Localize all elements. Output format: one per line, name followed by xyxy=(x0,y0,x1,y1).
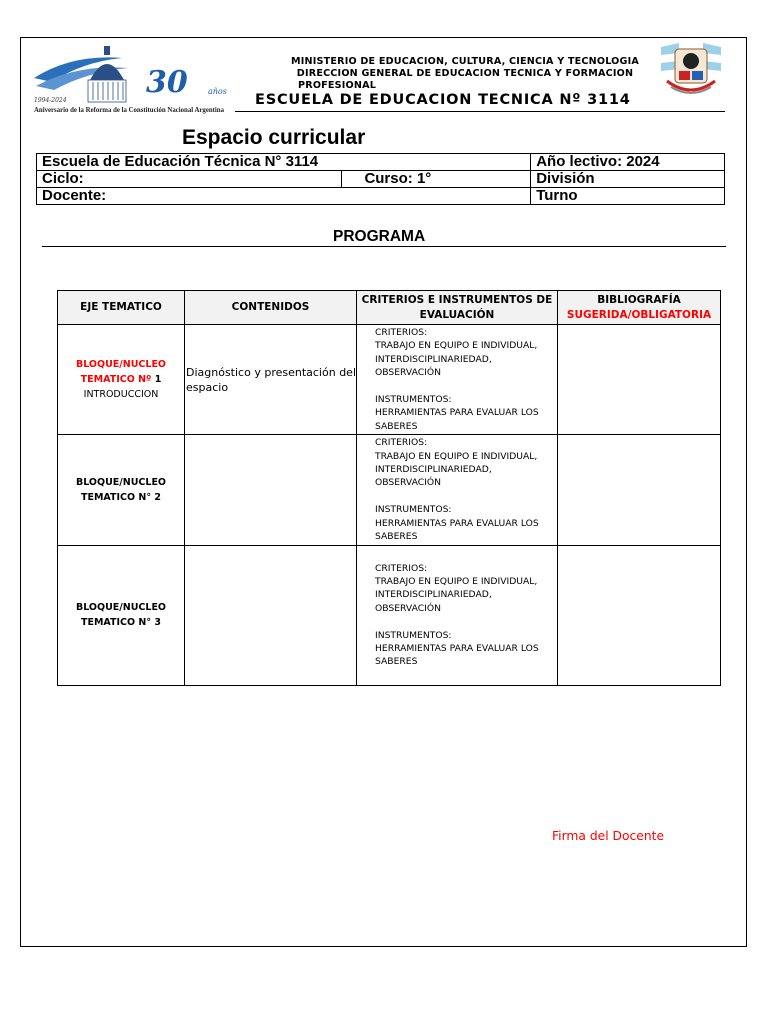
info-school: Escuela de Educación Técnica N° 3114 xyxy=(37,154,531,171)
ministry-heading: MINISTERIO DE EDUCACION, CULTURA, CIENCIA Y TECNOLOGIA DIRECCION GENERAL DE EDUCACION TECNICA Y FORMACION PROFESIONAL xyxy=(290,56,640,91)
svg-text:1994-2024: 1994-2024 xyxy=(34,97,67,104)
info-ciclo: Ciclo: xyxy=(37,171,342,188)
bibliografia-cell xyxy=(558,545,721,685)
criterios-cell: CRITERIOS: TRABAJO EN EQUIPO E INDIVIDUAL, INTERDISCIPLINARIEDAD, OBSERVACIÓN INSTRUMENTOS: HERRAMIENTAS PARA EVALUAR LOS SABERES xyxy=(357,325,558,435)
page-title: Espacio curricular xyxy=(182,126,366,149)
info-year: Año lectivo: 2024 xyxy=(531,154,725,171)
anniversary-logo xyxy=(32,42,228,116)
criterios-cell: CRITERIOS: TRABAJO EN EQUIPO E INDIVIDUAL, INTERDISCIPLINARIEDAD, OBSERVACIÓN INSTRUMENTOS: HERRAMIENTAS PARA EVALUAR LOS SABERES xyxy=(357,545,558,685)
programa-title: PROGRAMA xyxy=(333,228,426,245)
programa-divider xyxy=(42,246,726,247)
school-crest-icon xyxy=(657,41,725,99)
table-row xyxy=(58,435,721,545)
firma-docente: Firma del Docente xyxy=(552,829,665,843)
table-row xyxy=(58,545,721,685)
eje-cell: BLOQUE/NUCLEO TEMATICO Nº 1 INTRODUCCION xyxy=(58,325,185,435)
svg-text:Aniversario de la Reforma de l: Aniversario de la Reforma de la Constitución Nacional Argentina xyxy=(34,105,225,114)
table-row xyxy=(58,325,721,435)
table-header-row xyxy=(58,291,721,325)
header-divider xyxy=(235,111,725,112)
info-docente: Docente: xyxy=(37,188,531,205)
contenido-cell xyxy=(185,545,357,685)
eje-cell: BLOQUE/NUCLEO TEMATICO N° 2 xyxy=(58,435,185,545)
info-curso: Curso: 1° xyxy=(342,171,531,188)
eje-cell: BLOQUE/NUCLEO TEMATICO N° 3 xyxy=(58,545,185,685)
info-table xyxy=(36,153,725,205)
info-division: División xyxy=(531,171,725,188)
contenido-cell xyxy=(185,435,357,545)
bibliografia-cell xyxy=(558,435,721,545)
info-turno: Turno xyxy=(531,188,725,205)
criterios-cell: CRITERIOS: TRABAJO EN EQUIPO E INDIVIDUAL, INTERDISCIPLINARIEDAD, OBSERVACIÓN INSTRUMENTOS: HERRAMIENTAS PARA EVALUAR LOS SABERES xyxy=(357,435,558,545)
school-title: ESCUELA DE EDUCACION TECNICA Nº 3114 xyxy=(255,92,631,108)
bibliografia-cell xyxy=(558,325,721,435)
programa-table xyxy=(57,290,721,686)
svg-text:30: 30 xyxy=(146,65,188,100)
header-eje: EJE TEMATICO xyxy=(58,291,185,325)
header-criterios: CRITERIOS E INSTRUMENTOS DE EVALUACIÓN xyxy=(357,291,558,325)
header-contenidos: CONTENIDOS xyxy=(185,291,357,325)
contenido-cell: Diagnóstico y presentación del espacio xyxy=(185,325,357,435)
header-bibliografia: BIBLIOGRAFÍA SUGERIDA/OBLIGATORIA xyxy=(558,291,721,325)
svg-text:años: años xyxy=(208,87,227,96)
